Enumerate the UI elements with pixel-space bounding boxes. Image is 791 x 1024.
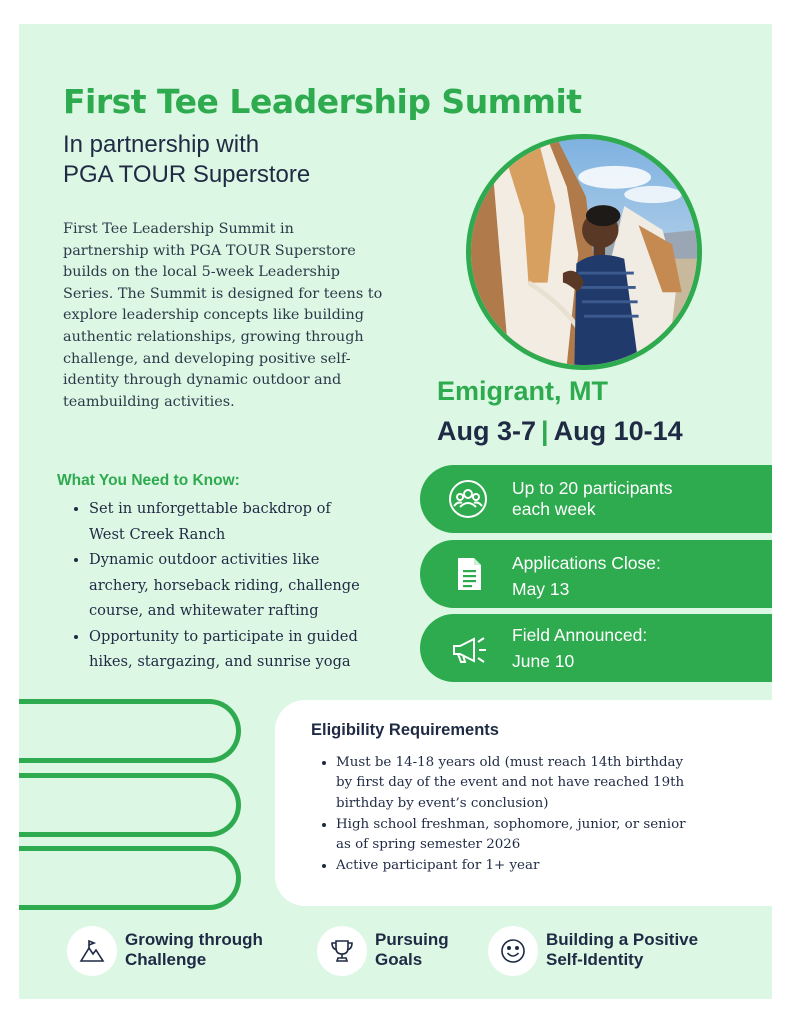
pillar-line: Challenge [125,950,207,969]
intro-line: identity through dynamic outdoor and [63,372,342,389]
intro-line: teambuilding activities. [63,393,235,410]
decorative-stripe [19,846,241,910]
highlight-text [512,478,673,520]
eligibility-list [319,753,766,878]
highlight-line: Field Announced: [512,625,648,645]
date-separator: | [541,416,549,446]
eligibility-card [275,700,772,906]
event-location: Emigrant, MT [437,376,609,406]
document-icon [448,554,488,594]
intro-line: partnership with PGA TOUR Superstore [63,242,356,259]
pillar-line: Building a Positive [546,930,699,949]
decorative-stripe [19,773,241,837]
mountain-icon [78,937,106,965]
pillar-label [546,930,698,970]
list-item-line: Opportunity to participate in guided [89,627,358,645]
intro-line: authentic relationships, growing through [63,328,364,345]
subtitle-line: In partnership with [63,131,260,158]
pillar-icon-badge [488,926,538,976]
subtitle-line: PGA TOUR Superstore [63,161,311,188]
list-item [336,815,766,856]
list-item-line: archery, horseback riding, challenge [89,576,360,594]
list-item [89,624,439,675]
list-item-line: birthday by event’s conclusion) [336,795,549,811]
what-to-know-heading: What You Need to Know: [57,472,240,489]
what-to-know-list [71,496,439,675]
highlight-line: Applications Close: [512,553,661,573]
list-item-line: Set in unforgettable backdrop of [89,500,331,517]
intro-paragraph [63,219,433,413]
list-item-line: Must be 14-18 years old (must reach 14th birthday [336,755,684,770]
list-item-line: Dynamic outdoor activities like [89,551,320,568]
intro-line: First Tee Leadership Summit in [63,221,294,237]
highlight-text [512,622,647,674]
megaphone-icon [448,628,488,668]
pillar-icon-badge [67,926,117,976]
eligibility-heading: Eligibility Requirements [311,721,499,739]
list-item-line: course, and whitewater rafting [89,602,319,619]
list-item-line: West Creek Ranch [89,525,226,543]
field-announced-highlight [420,614,772,682]
list-item [89,496,439,547]
highlight-line: May 13 [512,579,570,599]
highlight-line: June 10 [512,651,575,671]
horse-and-teen-photo [466,134,702,370]
decorative-stripe [19,699,241,763]
list-item-line: High school freshman, sophomore, junior, or senior [336,816,686,832]
group-icon [448,479,488,519]
pillar-label [125,930,263,970]
intro-line: Series. The Summit is designed for teens to [63,285,383,302]
pillar-line: Growing through [125,930,263,949]
flyer-page [19,24,772,999]
highlight-line: each week [512,499,596,519]
pillar-line: Self-Identity [546,950,644,969]
partnership-subtitle [63,130,310,190]
list-item-line: hikes, stargazing, and sunrise yoga [89,653,351,670]
participants-highlight [420,465,772,533]
list-item [336,753,766,814]
date-week-2: Aug 10-14 [553,416,683,446]
date-week-1: Aug 3-7 [437,416,537,446]
list-item [89,547,439,624]
photo-illustration [471,139,697,365]
list-item-line: by first day of the event and not have reached 19th [336,775,685,791]
page-title: First Tee Leadership Summit [63,82,582,121]
smiley-icon [499,937,527,965]
highlight-line: Up to 20 participants [512,478,673,498]
intro-line: challenge, and developing positive self- [63,350,351,367]
event-dates [437,416,683,447]
pillar-line: Goals [375,950,423,969]
intro-line: builds on the local 5-week Leadership [63,264,340,281]
trophy-icon [328,937,356,965]
intro-line: explore leadership concepts like building [63,307,364,324]
pillar-icon-badge [317,926,367,976]
list-item [336,856,766,876]
pillar-label [375,930,449,970]
highlight-text [512,550,661,602]
pillar-line: Pursuing [375,930,449,949]
list-item-line: as of spring semester 2026 [336,837,521,853]
list-item-line: Active participant for 1+ year [336,858,540,874]
applications-close-highlight [420,540,772,608]
